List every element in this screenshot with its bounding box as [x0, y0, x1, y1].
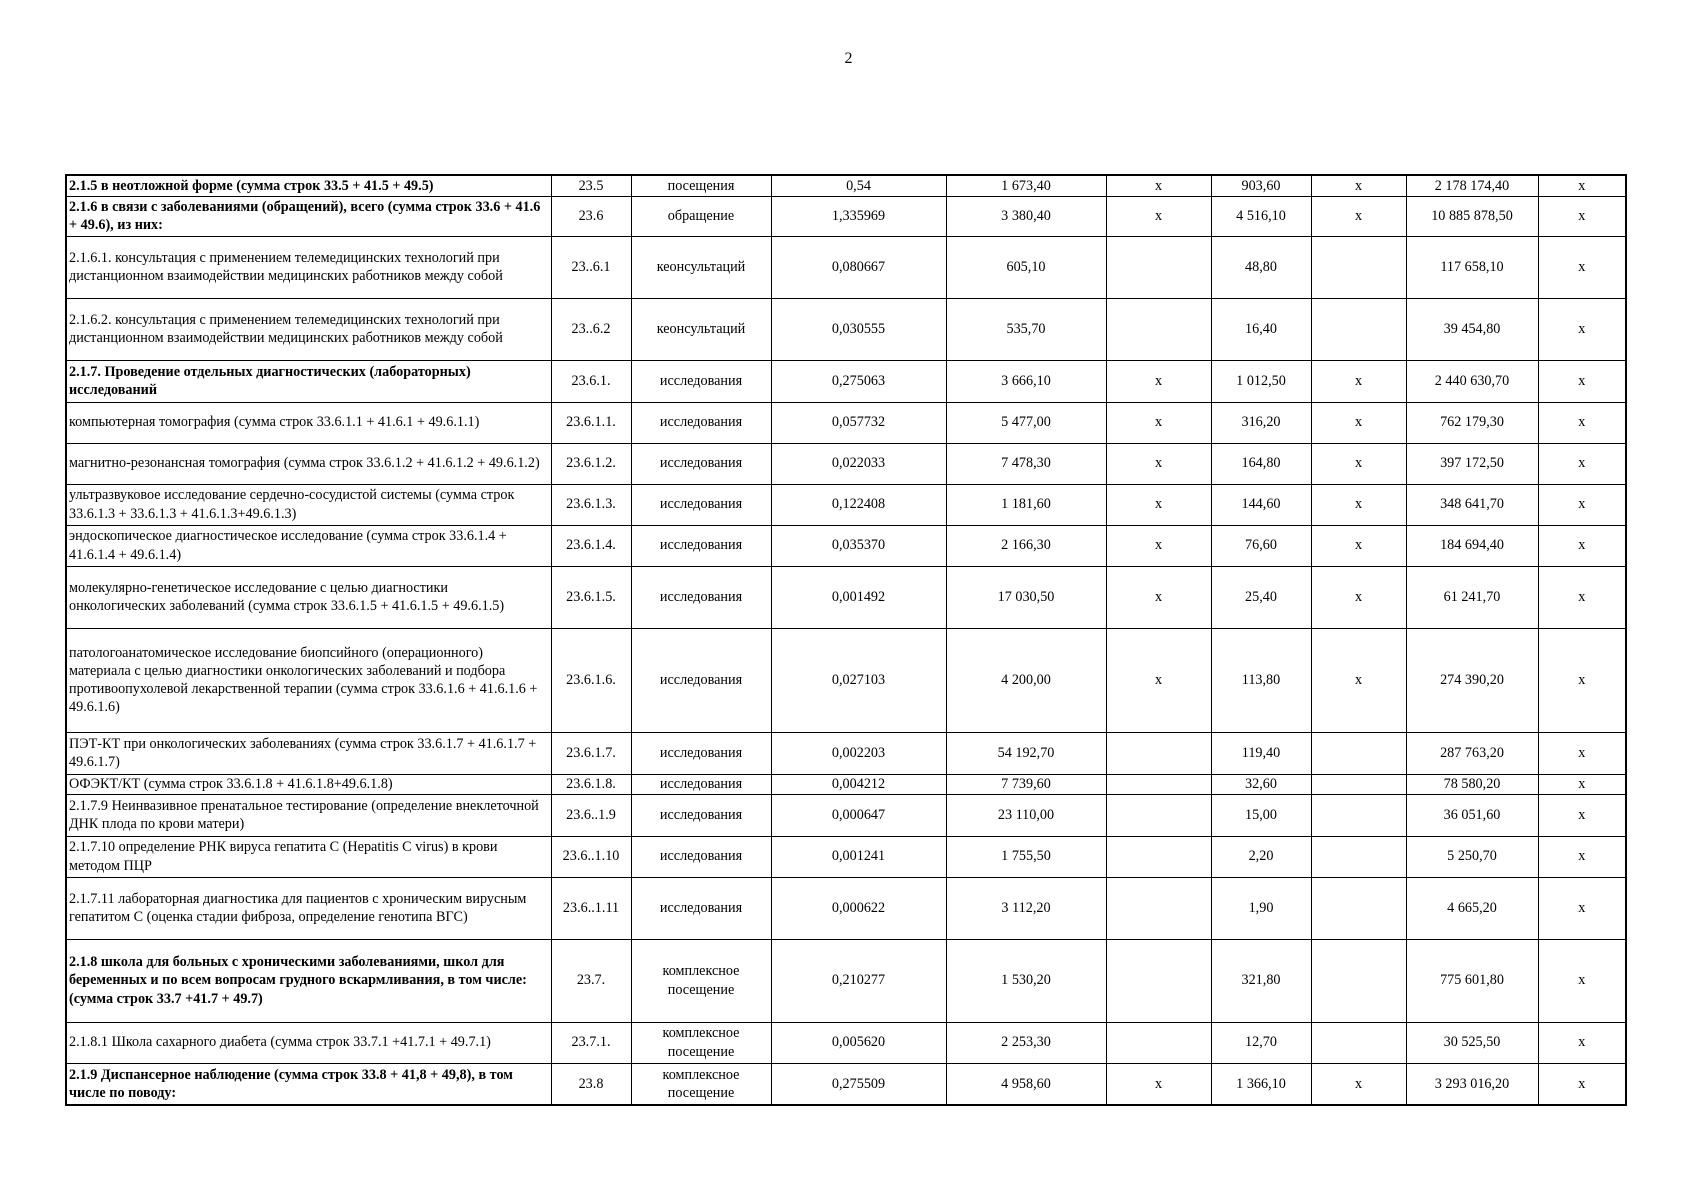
- row-col10-cell: х: [1538, 525, 1626, 566]
- row-norm-cell: 0,030555: [771, 298, 946, 360]
- row-name-cell: 2.1.8 школа для больных с хроническими заболеваниями, школ для беременных и по всем вопросам грудного вскармливания, в том числе: (сумма строк 33.7 +41.7 + 49.7): [66, 939, 551, 1022]
- row-norm-cell: 0,005620: [771, 1022, 946, 1063]
- row-col8-cell: х: [1311, 175, 1406, 196]
- row-code-cell: 23.6.1.1.: [551, 402, 631, 443]
- row-col10-cell: х: [1538, 836, 1626, 877]
- row-col8-cell: [1311, 1022, 1406, 1063]
- row-col8-cell: [1311, 298, 1406, 360]
- row-name-cell: ультразвуковое исследование сердечно-сосудистой системы (сумма строк 33.6.1.3 + 33.6.1.3 + 41.6.1.3+49.6.1.3): [66, 484, 551, 525]
- row-cost-cell: 1 181,60: [946, 484, 1106, 525]
- row-code-cell: 23.8: [551, 1063, 631, 1105]
- row-norm-cell: 0,004212: [771, 774, 946, 794]
- row-col10-cell: х: [1538, 732, 1626, 774]
- row-cost-cell: 3 112,20: [946, 877, 1106, 939]
- row-col7-cell: 316,20: [1211, 402, 1311, 443]
- table-body: [66, 175, 1626, 1105]
- row-unit-cell: исследования: [631, 774, 771, 794]
- row-col7-cell: 119,40: [1211, 732, 1311, 774]
- row-col10-cell: х: [1538, 196, 1626, 236]
- row-cost-cell: 3 380,40: [946, 196, 1106, 236]
- row-col8-cell: [1311, 774, 1406, 794]
- table-row: [66, 774, 1626, 794]
- row-unit-cell: обращение: [631, 196, 771, 236]
- row-col6-cell: [1106, 794, 1211, 836]
- row-code-cell: 23.7.: [551, 939, 631, 1022]
- row-col8-cell: х: [1311, 360, 1406, 402]
- row-col9-cell: 397 172,50: [1406, 443, 1538, 484]
- row-col10-cell: х: [1538, 360, 1626, 402]
- row-col8-cell: [1311, 877, 1406, 939]
- row-col6-cell: [1106, 298, 1211, 360]
- row-norm-cell: 0,027103: [771, 628, 946, 732]
- row-col10-cell: х: [1538, 1063, 1626, 1105]
- table-row: [66, 877, 1626, 939]
- row-cost-cell: 4 958,60: [946, 1063, 1106, 1105]
- row-col7-cell: 1,90: [1211, 877, 1311, 939]
- row-cost-cell: 5 477,00: [946, 402, 1106, 443]
- row-col9-cell: 184 694,40: [1406, 525, 1538, 566]
- row-unit-cell: исследования: [631, 525, 771, 566]
- row-col9-cell: 4 665,20: [1406, 877, 1538, 939]
- row-col6-cell: х: [1106, 443, 1211, 484]
- row-col8-cell: [1311, 794, 1406, 836]
- row-name-cell: эндоскопическое диагностическое исследование (сумма строк 33.6.1.4 + 41.6.1.4 + 49.6.1.4): [66, 525, 551, 566]
- table-row: [66, 1022, 1626, 1063]
- row-unit-cell: кеонсультаций: [631, 236, 771, 298]
- row-norm-cell: 0,54: [771, 175, 946, 196]
- row-col9-cell: 117 658,10: [1406, 236, 1538, 298]
- row-cost-cell: 23 110,00: [946, 794, 1106, 836]
- table-row: [66, 1063, 1626, 1105]
- row-name-cell: 2.1.9 Диспансерное наблюдение (сумма строк 33.8 + 41,8 + 49,8), в том числе по поводу:: [66, 1063, 551, 1105]
- row-cost-cell: 2 166,30: [946, 525, 1106, 566]
- row-norm-cell: 1,335969: [771, 196, 946, 236]
- row-col7-cell: 12,70: [1211, 1022, 1311, 1063]
- row-norm-cell: 0,122408: [771, 484, 946, 525]
- row-col10-cell: х: [1538, 1022, 1626, 1063]
- row-col9-cell: 274 390,20: [1406, 628, 1538, 732]
- table-row: [66, 443, 1626, 484]
- row-norm-cell: 0,275063: [771, 360, 946, 402]
- row-norm-cell: 0,001241: [771, 836, 946, 877]
- table-row: [66, 236, 1626, 298]
- row-name-cell: патологоанатомическое исследование биопсийного (операционного) материала с целью диагностики онкологических заболеваний и подбора противоопухолевой лекарственной терапии (сумма строк 33.6.1.6 + 41.6.1.6 + 49.6.1.6): [66, 628, 551, 732]
- row-col8-cell: х: [1311, 402, 1406, 443]
- row-name-cell: 2.1.7.9 Неинвазивное пренатальное тестирование (определение внеклеточной ДНК плода по крови матери): [66, 794, 551, 836]
- row-col7-cell: 113,80: [1211, 628, 1311, 732]
- table-row: [66, 836, 1626, 877]
- row-code-cell: 23.6.1.8.: [551, 774, 631, 794]
- row-unit-cell: посещения: [631, 175, 771, 196]
- row-unit-cell: исследования: [631, 836, 771, 877]
- row-col7-cell: 25,40: [1211, 566, 1311, 628]
- row-norm-cell: 0,080667: [771, 236, 946, 298]
- row-unit-cell: исследования: [631, 794, 771, 836]
- row-col8-cell: [1311, 939, 1406, 1022]
- row-unit-cell: исследования: [631, 484, 771, 525]
- row-code-cell: 23.6..1.9: [551, 794, 631, 836]
- row-norm-cell: 0,275509: [771, 1063, 946, 1105]
- row-name-cell: 2.1.6.1. консультация с применением телемедицинских технологий при дистанционном взаимодействии медицинских работников между собой: [66, 236, 551, 298]
- row-unit-cell: исследования: [631, 877, 771, 939]
- row-col6-cell: х: [1106, 402, 1211, 443]
- row-col9-cell: 39 454,80: [1406, 298, 1538, 360]
- table-row: [66, 196, 1626, 236]
- row-col6-cell: [1106, 877, 1211, 939]
- row-col9-cell: 2 440 630,70: [1406, 360, 1538, 402]
- row-cost-cell: 2 253,30: [946, 1022, 1106, 1063]
- row-norm-cell: 0,022033: [771, 443, 946, 484]
- row-name-cell: ОФЭКТ/КТ (сумма строк 33.6.1.8 + 41.6.1.8+49.6.1.8): [66, 774, 551, 794]
- row-col9-cell: 775 601,80: [1406, 939, 1538, 1022]
- row-col8-cell: [1311, 836, 1406, 877]
- row-unit-cell: исследования: [631, 566, 771, 628]
- row-col7-cell: 16,40: [1211, 298, 1311, 360]
- row-col6-cell: х: [1106, 196, 1211, 236]
- row-code-cell: 23.6.1.4.: [551, 525, 631, 566]
- row-col7-cell: 144,60: [1211, 484, 1311, 525]
- row-col7-cell: 1 012,50: [1211, 360, 1311, 402]
- row-col7-cell: 321,80: [1211, 939, 1311, 1022]
- row-code-cell: 23.6.1.: [551, 360, 631, 402]
- row-code-cell: 23.6..1.11: [551, 877, 631, 939]
- row-col7-cell: 15,00: [1211, 794, 1311, 836]
- table-row: [66, 360, 1626, 402]
- row-col6-cell: [1106, 774, 1211, 794]
- row-cost-cell: 535,70: [946, 298, 1106, 360]
- row-col6-cell: [1106, 732, 1211, 774]
- row-col8-cell: х: [1311, 525, 1406, 566]
- row-col9-cell: 30 525,50: [1406, 1022, 1538, 1063]
- row-col7-cell: 903,60: [1211, 175, 1311, 196]
- row-unit-cell: исследования: [631, 628, 771, 732]
- row-unit-cell: комплексное посещение: [631, 1022, 771, 1063]
- row-cost-cell: 7 739,60: [946, 774, 1106, 794]
- table-row: [66, 402, 1626, 443]
- row-col9-cell: 348 641,70: [1406, 484, 1538, 525]
- row-norm-cell: 0,210277: [771, 939, 946, 1022]
- row-col6-cell: х: [1106, 175, 1211, 196]
- table-row: [66, 732, 1626, 774]
- row-col6-cell: х: [1106, 484, 1211, 525]
- row-col8-cell: х: [1311, 628, 1406, 732]
- row-col8-cell: [1311, 732, 1406, 774]
- row-code-cell: 23.5: [551, 175, 631, 196]
- row-col8-cell: х: [1311, 443, 1406, 484]
- row-cost-cell: 17 030,50: [946, 566, 1106, 628]
- row-unit-cell: исследования: [631, 443, 771, 484]
- row-name-cell: молекулярно-генетическое исследование с целью диагностики онкологических заболеваний (сумма строк 33.6.1.5 + 41.6.1.5 + 49.6.1.5): [66, 566, 551, 628]
- row-name-cell: 2.1.7. Проведение отдельных диагностических (лабораторных) исследований: [66, 360, 551, 402]
- table-row: [66, 794, 1626, 836]
- row-norm-cell: 0,002203: [771, 732, 946, 774]
- row-col6-cell: х: [1106, 1063, 1211, 1105]
- row-col8-cell: х: [1311, 196, 1406, 236]
- row-col8-cell: х: [1311, 484, 1406, 525]
- row-col9-cell: 61 241,70: [1406, 566, 1538, 628]
- table-row: [66, 566, 1626, 628]
- row-col7-cell: 2,20: [1211, 836, 1311, 877]
- row-col7-cell: 164,80: [1211, 443, 1311, 484]
- row-norm-cell: 0,035370: [771, 525, 946, 566]
- row-col6-cell: х: [1106, 566, 1211, 628]
- row-col9-cell: 36 051,60: [1406, 794, 1538, 836]
- row-col10-cell: х: [1538, 774, 1626, 794]
- row-cost-cell: 7 478,30: [946, 443, 1106, 484]
- row-col9-cell: 5 250,70: [1406, 836, 1538, 877]
- row-col9-cell: 10 885 878,50: [1406, 196, 1538, 236]
- row-unit-cell: кеонсультаций: [631, 298, 771, 360]
- row-col10-cell: х: [1538, 236, 1626, 298]
- row-col8-cell: [1311, 236, 1406, 298]
- row-cost-cell: 1 530,20: [946, 939, 1106, 1022]
- row-col6-cell: х: [1106, 628, 1211, 732]
- row-col7-cell: 1 366,10: [1211, 1063, 1311, 1105]
- row-code-cell: 23..6.1: [551, 236, 631, 298]
- row-col6-cell: [1106, 1022, 1211, 1063]
- row-col6-cell: [1106, 836, 1211, 877]
- row-name-cell: 2.1.6 в связи с заболеваниями (обращений), всего (сумма строк 33.6 + 41.6 + 49.6), из них:: [66, 196, 551, 236]
- row-col10-cell: х: [1538, 939, 1626, 1022]
- row-col10-cell: х: [1538, 794, 1626, 836]
- row-code-cell: 23.6: [551, 196, 631, 236]
- row-norm-cell: 0,000622: [771, 877, 946, 939]
- row-col6-cell: [1106, 236, 1211, 298]
- row-name-cell: 2.1.8.1 Школа сахарного диабета (сумма строк 33.7.1 +41.7.1 + 49.7.1): [66, 1022, 551, 1063]
- row-col8-cell: х: [1311, 566, 1406, 628]
- table-row: [66, 484, 1626, 525]
- row-name-cell: ПЭТ-КТ при онкологических заболеваниях (сумма строк 33.6.1.7 + 41.6.1.7 + 49.6.1.7): [66, 732, 551, 774]
- table-row: [66, 628, 1626, 732]
- row-code-cell: 23.7.1.: [551, 1022, 631, 1063]
- row-norm-cell: 0,057732: [771, 402, 946, 443]
- row-unit-cell: комплексное посещение: [631, 1063, 771, 1105]
- row-code-cell: 23.6.1.3.: [551, 484, 631, 525]
- row-col6-cell: [1106, 939, 1211, 1022]
- row-cost-cell: 4 200,00: [946, 628, 1106, 732]
- row-col10-cell: х: [1538, 298, 1626, 360]
- row-col10-cell: х: [1538, 484, 1626, 525]
- table-row: [66, 939, 1626, 1022]
- row-col6-cell: х: [1106, 360, 1211, 402]
- row-col10-cell: х: [1538, 175, 1626, 196]
- row-col9-cell: 762 179,30: [1406, 402, 1538, 443]
- row-unit-cell: исследования: [631, 360, 771, 402]
- row-unit-cell: комплексное посещение: [631, 939, 771, 1022]
- page-number: 2: [844, 50, 853, 67]
- row-cost-cell: 605,10: [946, 236, 1106, 298]
- row-col7-cell: 76,60: [1211, 525, 1311, 566]
- row-col10-cell: х: [1538, 628, 1626, 732]
- row-col10-cell: х: [1538, 402, 1626, 443]
- row-col9-cell: 78 580,20: [1406, 774, 1538, 794]
- row-name-cell: 2.1.6.2. консультация с применением телемедицинских технологий при дистанционном взаимодействии медицинских работников между собой: [66, 298, 551, 360]
- row-unit-cell: исследования: [631, 402, 771, 443]
- row-col7-cell: 4 516,10: [1211, 196, 1311, 236]
- row-cost-cell: 54 192,70: [946, 732, 1106, 774]
- row-col7-cell: 48,80: [1211, 236, 1311, 298]
- row-norm-cell: 0,000647: [771, 794, 946, 836]
- row-norm-cell: 0,001492: [771, 566, 946, 628]
- row-col10-cell: х: [1538, 443, 1626, 484]
- row-col10-cell: х: [1538, 877, 1626, 939]
- row-col8-cell: х: [1311, 1063, 1406, 1105]
- row-code-cell: 23.6..1.10: [551, 836, 631, 877]
- row-cost-cell: 1 673,40: [946, 175, 1106, 196]
- row-name-cell: компьютерная томография (сумма строк 33.6.1.1 + 41.6.1 + 49.6.1.1): [66, 402, 551, 443]
- table-row: [66, 298, 1626, 360]
- row-col6-cell: х: [1106, 525, 1211, 566]
- row-unit-cell: исследования: [631, 732, 771, 774]
- row-col9-cell: 2 178 174,40: [1406, 175, 1538, 196]
- row-cost-cell: 3 666,10: [946, 360, 1106, 402]
- row-col10-cell: х: [1538, 566, 1626, 628]
- row-code-cell: 23.6.1.2.: [551, 443, 631, 484]
- row-code-cell: 23.6.1.5.: [551, 566, 631, 628]
- row-col7-cell: 32,60: [1211, 774, 1311, 794]
- table-row: [66, 175, 1626, 196]
- row-name-cell: 2.1.7.11 лабораторная диагностика для пациентов с хроническим вирусным гепатитом С (оценка стадии фиброза, определение генотипа ВГС): [66, 877, 551, 939]
- row-code-cell: 23.6.1.6.: [551, 628, 631, 732]
- allocation-table: [65, 174, 1627, 1106]
- row-code-cell: 23..6.2: [551, 298, 631, 360]
- row-code-cell: 23.6.1.7.: [551, 732, 631, 774]
- table-row: [66, 525, 1626, 566]
- row-cost-cell: 1 755,50: [946, 836, 1106, 877]
- row-col9-cell: 3 293 016,20: [1406, 1063, 1538, 1105]
- row-col9-cell: 287 763,20: [1406, 732, 1538, 774]
- row-name-cell: 2.1.7.10 определение РНК вируса гепатита С (Hepatitis C virus) в крови методом ПЦР: [66, 836, 551, 877]
- row-name-cell: магнитно-резонансная томография (сумма строк 33.6.1.2 + 41.6.1.2 + 49.6.1.2): [66, 443, 551, 484]
- row-name-cell: 2.1.5 в неотложной форме (сумма строк 33.5 + 41.5 + 49.5): [66, 175, 551, 196]
